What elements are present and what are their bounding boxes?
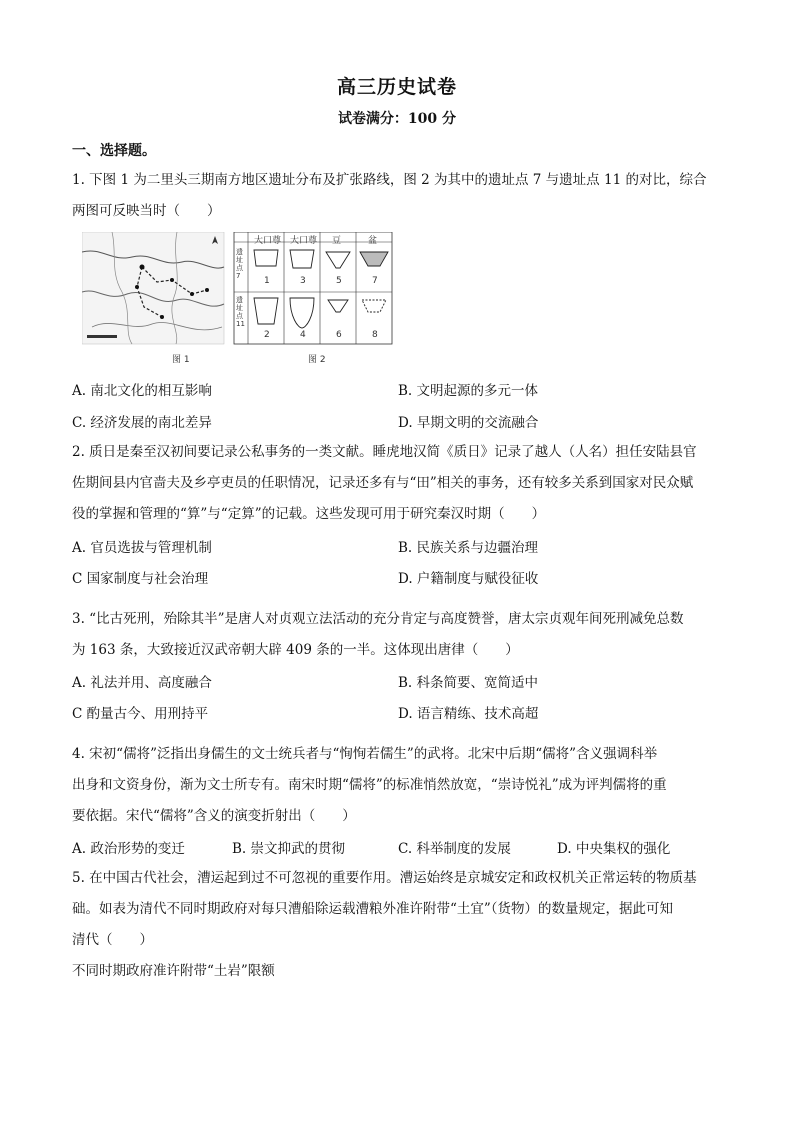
- q4-line-3: 要依据。宋代“儒将”含义的演变折射出（ ）: [72, 808, 356, 824]
- q4-line-2: 出身和文资身份，渐为文士所专有。南宋时期“儒将”的标准悄然放宽，“崇诗悦礼”成为评判儒将的重: [72, 777, 667, 793]
- q5-line-3: 清代（ ）: [72, 932, 153, 948]
- figure-1-caption: 图 1: [172, 355, 190, 365]
- q2-option-b: B. 民族关系与边疆治理: [398, 540, 539, 556]
- fig2-num-1: 1: [264, 276, 270, 286]
- fig2-num-7: 7: [372, 276, 378, 286]
- fig2-num-8: 8: [372, 330, 378, 340]
- section-heading: 一、选择题。: [72, 143, 156, 159]
- q2-option-c: C 国家制度与社会治理: [72, 571, 209, 587]
- q2-line-1: 2. 质日是秦至汉初间要记录公私事务的一类文献。睡虎地汉简《质日》记录了越人（人名）担任安陆县官: [72, 444, 697, 460]
- q3-option-d: D. 语言精练、技术高超: [398, 706, 539, 722]
- figure-1-map: [82, 232, 224, 344]
- q3-option-a: A. 礼法并用、高度融合: [72, 675, 212, 691]
- page-title: 高三历史试卷: [336, 76, 457, 98]
- q3-line-2: 为 163 条，大致接近汉武帝朝大辟 409 条的一半。这体现出唐律（ ）: [72, 642, 519, 658]
- q2-option-d: D. 户籍制度与赋役征收: [398, 571, 539, 587]
- q1-option-b: B. 文明起源的多元一体: [398, 383, 539, 399]
- q1-option-a: A. 南北文化的相互影响: [72, 383, 212, 399]
- fig2-num-6: 6: [336, 330, 342, 340]
- q1-option-d: D. 早期文明的交流融合: [398, 415, 539, 431]
- fig2-row-label-1: 遗址点7: [236, 248, 243, 280]
- q2-line-2: 佐期间县内官啬夫及乡亭吏员的任职情况，记录还多有与“田”相关的事务，还有较多关系到国家对民众赋: [72, 475, 694, 491]
- q2-option-a: A. 官员选拔与管理机制: [72, 540, 212, 556]
- q3-option-c: C 酌量古今、用刑持平: [72, 706, 209, 722]
- fig2-header-2: 大口尊: [290, 236, 318, 246]
- fig2-num-4: 4: [300, 330, 306, 340]
- figure-2-caption: 图 2: [308, 355, 326, 365]
- q1-line-1: 1. 下图 1 为二里头三期南方地区遗址分布及扩张路线，图 2 为其中的遗址点 7 与遗址点 11 的对比，综合: [72, 172, 707, 188]
- q4-option-a: A. 政治形势的变迁: [72, 841, 185, 857]
- fig2-row-label-2: 遗址点11: [236, 296, 245, 328]
- q1-figures: [82, 232, 394, 368]
- q5-table-caption: 不同时期政府准许附带“土岩”限额: [72, 963, 275, 979]
- q3-option-b: B. 科条简要、宽简适中: [398, 675, 539, 691]
- q4-option-b: B. 崇文抑武的贯彻: [232, 841, 346, 857]
- fig2-header-4: 盆: [368, 236, 378, 246]
- fig2-header-3: 豆: [332, 236, 342, 246]
- q3-line-1: 3. “比古死刑，殆除其半”是唐人对贞观立法活动的充分肯定与高度赞誉，唐太宗贞观年间死刑减免总数: [72, 611, 684, 627]
- fig2-num-3: 3: [300, 276, 306, 286]
- fig2-header-1: 大口尊: [254, 236, 282, 246]
- q1-line-2: 两图可反映当时（ ）: [72, 203, 221, 219]
- q1-option-c: C. 经济发展的南北差异: [72, 415, 212, 431]
- page-subtitle: 试卷满分：100 分: [337, 111, 457, 127]
- q4-option-d: D. 中央集权的强化: [557, 841, 671, 857]
- fig2-num-5: 5: [336, 276, 342, 286]
- fig2-num-2: 2: [264, 330, 270, 340]
- figure-2-table: [234, 232, 392, 344]
- q4-line-1: 4. 宋初“儒将”泛指出身儒生的文士统兵者与“恂恂若儒生”的武将。北宋中后期“儒将”含义强调科举: [72, 746, 658, 762]
- q4-option-c: C. 科举制度的发展: [398, 841, 511, 857]
- q5-line-2: 础。如表为清代不同时期政府对每只漕船除运载漕粮外准许附带“土宜”（货物）的数量规定，据此可知: [72, 901, 674, 917]
- q2-line-3: 役的掌握和管理的“算”与“定算”的记载。这些发现可用于研究秦汉时期（ ）: [72, 506, 546, 522]
- q5-line-1: 5. 在中国古代社会，漕运起到过不可忽视的重要作用。漕运始终是京城安定和政权机关正常运转的物质基: [72, 870, 697, 886]
